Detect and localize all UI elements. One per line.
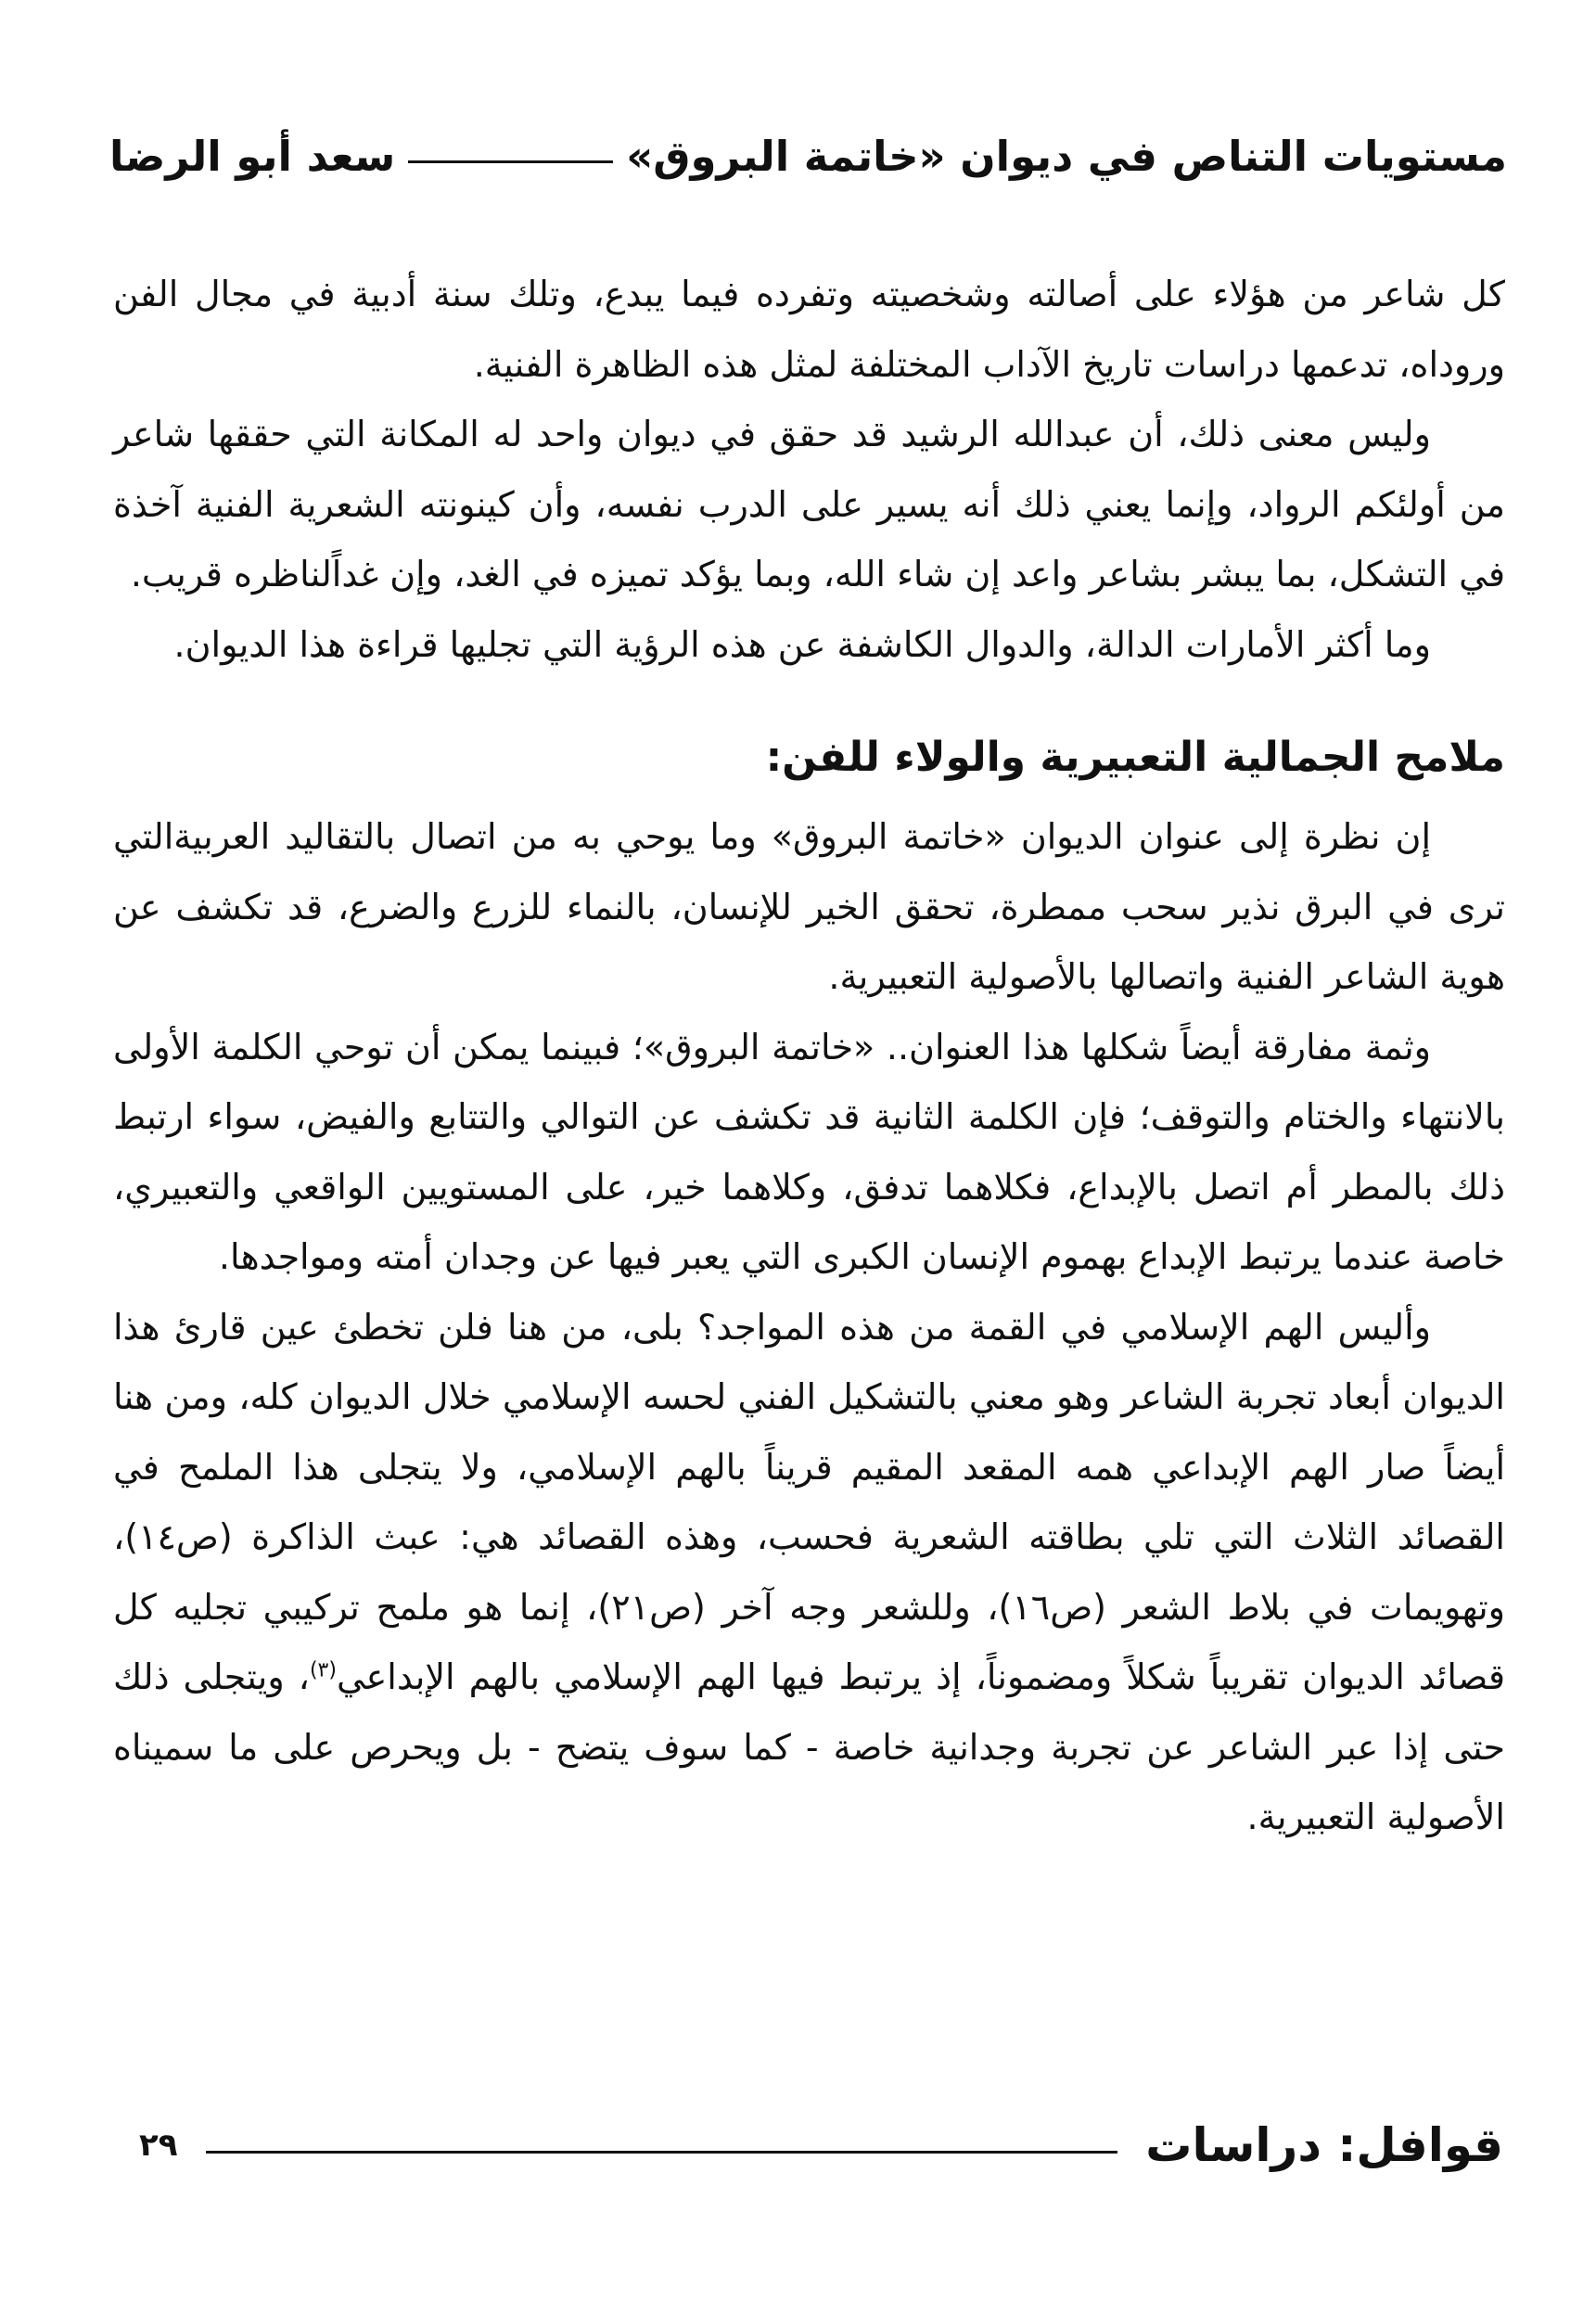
footer-rule: [206, 2151, 1118, 2154]
section-heading: ملامح الجمالية التعبيرية والولاء للفن:: [765, 734, 1505, 781]
journal-name: قوافل: دراسات: [1145, 2118, 1503, 2172]
paragraph: إن نظرة إلى عنوان الديوان «خاتمة البروق» وما يوحي به من اتصال بالتقاليد العربيةالتي ترى في البرق نذير سحب ممطرة، تحقق الخير للإنسان، بالنماء للزرع والضرع، قد تكشف عن هوية الشاعر الفنية واتصالها بالأصولية التعبيرية.: [113, 816, 1505, 997]
header-rule: [408, 160, 613, 163]
article-title: مستويات التناص في ديوان «خاتمة البروق»: [626, 131, 1507, 181]
paragraph: وليس معنى ذلك، أن عبدالله الرشيد قد حقق في ديوان واحد له المكانة التي حققها شاعر من أولئكم الرواد، وإنما يعني ذلك أنه يسير على الدرب نفسه، وأن كينونته الشعرية الفنية آخذة في التشكل، بما يبشر بشاعر واعد إن شاء الله، وبما يؤكد تميزه في الغد، وإن غداًلناظره قريب.: [113, 414, 1505, 594]
paragraph-text: وأليس الهم الإسلامي في القمة من هذه المواجد؟ بلى، من هنا فلن تخطئ عين قارئ هذا الديوان أبعاد تجربة الشاعر وهو معني بالتشكيل الفني لحسه الإسلامي خلال الديوان كله، ومن هنا أيضاً صار الهم الإبداعي همه المقعد المقيم قريناً بالهم الإسلامي، ولا يتجلى هذا الملمح في القصائد الثلاث التي تلي بطاقته الشعرية فحسب، وهذه القصائد هي: عبث الذاكرة (ص١٤)، وتهويمات في بلاط الشعر (ص١٦)، وللشعر وجه آخر (ص٢١)، إنما هو ملمح تركيبي تجليه كل قصائد الديوان تقريباً شكلاً ومضموناً، إذ يرتبط فيها الهم الإسلامي بالهم الإبداعي: [113, 1306, 1506, 1697]
page-footer: [139, 2103, 1503, 2187]
paragraph-text: ، ويتجلى ذلك حتى إذا عبر الشاعر عن تجربة وجدانية خاصة - كما سوف يتضح - بل ويحرص على ما سميناه الأصولية التعبيرية.: [113, 1656, 1505, 1837]
page-number: ٢٩: [139, 2127, 178, 2164]
footnote-reference[interactable]: (٣): [309, 1658, 337, 1682]
paragraph: [113, 1293, 1505, 1853]
paragraph: وثمة مفارقة أيضاً شكلها هذا العنوان.. «خاتمة البروق»؛ فبينما يمكن أن توحي الكلمة الأولى بالانتهاء والختام والتوقف؛ فإن الكلمة الثانية قد تكشف عن التوالي والتتابع والفيض، سواء ارتبط ذلك بالمطر أم اتصل بالإبداع، فكلاهما تدفق، وكلاهما خير، على المستويين الواقعي والتعبيري، خاصة عندما يرتبط الإبداع بهموم الإنسان الكبرى التي يعبر فيها عن وجدان أمته ومواجدها.: [113, 1026, 1505, 1277]
running-header: [109, 119, 1507, 193]
paragraph: وما أكثر الأمارات الدالة، والدوال الكاشفة عن هذه الرؤية التي تجليها قراءة هذا الديوان.: [173, 623, 1431, 665]
article-body: [113, 260, 1505, 1853]
article-author: سعد أبو الرضا: [109, 131, 396, 181]
paragraph: كل شاعر من هؤلاء على أصالته وشخصيته وتفرده فيما يبدع، وتلك سنة أدبية في مجال الفن وروداه، تدعمها دراسات تاريخ الآداب المختلفة لمثل هذه الظاهرة الفنية.: [113, 274, 1505, 385]
